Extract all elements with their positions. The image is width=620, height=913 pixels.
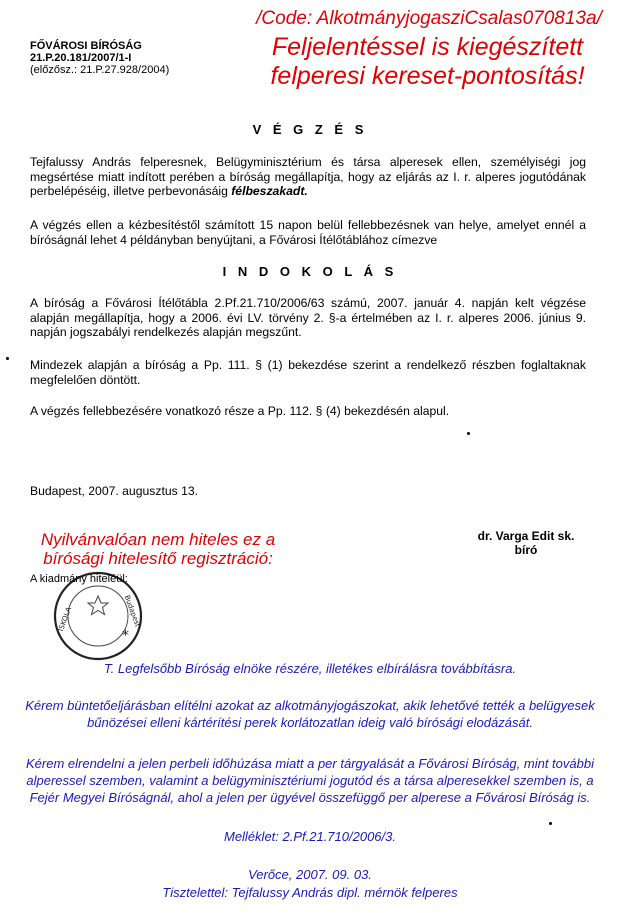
criminal-request-line-1: Kérem büntetőeljárásban elítélni azokat az alkotmányjogászokat, akik lehetővé tették a belügyesek bbox=[25, 698, 595, 713]
seal-annotation-line-2: bírósági hitelesítő regisztráció: bbox=[43, 549, 273, 568]
forwarding-request: T. Legfelsőbb Bíróság elnöke részére, illetékes elbírálásra továbbításra. bbox=[103, 661, 517, 676]
previous-case-number: (előzősz.: 21.P.27.928/2004) bbox=[30, 64, 170, 76]
scan-speck bbox=[6, 357, 9, 360]
ruling-title: V É G Z É S bbox=[252, 122, 368, 137]
seal-annotation-line-1: Nyilvánvalóan nem hiteles ez a bbox=[40, 530, 276, 549]
court-name: FŐVÁROSI BÍRÓSÁG bbox=[30, 40, 142, 52]
ruling-interrupted-word: félbeszakadt. bbox=[231, 184, 308, 198]
trial-request bbox=[10, 755, 610, 806]
case-number: 21.P.20.181/2007/1-I bbox=[30, 52, 132, 64]
ruling-paragraph-1 bbox=[30, 155, 586, 199]
note-closing: Tisztelettel: Tejfalussy András dipl. mérnök felperes bbox=[162, 885, 458, 900]
annotation-title bbox=[235, 33, 620, 91]
annotation-code: /Code: AlkotmányjogasziCsalas070813a/ bbox=[256, 8, 602, 29]
court-header bbox=[30, 40, 169, 76]
reasoning-paragraph-2: Mindezek alapján a bíróság a Pp. 111. § (1) bekezdése szerint a rendelkező részben foglaltaknak megfelelően döntött. bbox=[30, 358, 586, 387]
reasoning-paragraph-3: A végzés fellebbezésére vonatkozó része a Pp. 112. § (4) bekezdésén alapul. bbox=[30, 404, 450, 418]
trial-request-line-3: Fejér Megyei Bíróságnál, ahol a jelen per ügyével összefüggő per alperese a Fővárosi Bíróság is. bbox=[29, 790, 591, 805]
annotation-line-1: Feljelentéssel is kiegészített bbox=[271, 33, 584, 61]
signature-block bbox=[456, 529, 596, 557]
criminal-request-line-2: bűnözései elleni kártérítési perek korlátozatlan ideig való bírósági elodázását. bbox=[87, 715, 533, 730]
ruling-paragraph-1-text: Tejfalussy András felperesnek, Belügyminisztérium és társa alperesek ellen, személyiségi jog megsértése miatt indított perében a bíróság megállapítja, hogy az eljárás az I. r. alperes jogutódának perbelépéséig, illetve perbevonásáig bbox=[30, 155, 586, 198]
judge-name: dr. Varga Edit sk. bbox=[477, 529, 575, 543]
ruling-paragraph-2: A végzés ellen a kézbesítéstől számított 15 napon belül fellebbezésnek van helye, amelyet ennél a bíróságnál lehet 4 példányban benyújtani, a Fővárosi Ítélőtáblához címezve bbox=[30, 218, 586, 247]
reasoning-paragraph-1: A bíróság a Fővárosi Ítélőtábla 2.Pf.21.710/2006/63 számú, 2007. január 4. napján kelt végzése alapján megállapítja, hogy a 2006. évi LV. törvény 2. §-a értelmében az I. r. alperes 2006. június 9. napján jogszabályi rendelkezés alapján megszűnt. bbox=[30, 296, 586, 339]
criminal-proceedings-request bbox=[10, 697, 610, 731]
annotation-line-2: felperesi kereset-pontosítás! bbox=[270, 62, 585, 90]
trial-request-line-2: alperessel szemben, valamint a belügyminisztériumi jogutód és a társa alperesekkel szemben is, a bbox=[26, 773, 594, 788]
note-date: Verőce, 2007. 09. 03. bbox=[248, 867, 372, 882]
svg-text:ISKOLA: ISKOLA bbox=[56, 606, 74, 633]
seal-text: Budapest bbox=[122, 594, 142, 629]
scan-speck bbox=[549, 822, 552, 825]
attachment-line: Melléklet: 2.Pf.21.710/2006/3. bbox=[223, 829, 396, 844]
judge-role: bíró bbox=[514, 543, 538, 557]
svg-text:*: * bbox=[122, 628, 129, 644]
scan-speck bbox=[467, 432, 470, 435]
seal-annotation bbox=[8, 530, 308, 568]
copy-authentication-label: A kiadmány hiteléül: bbox=[30, 573, 128, 585]
trial-request-line-1: Kérem elrendelni a jelen perbeli időhúzása miatt a per tárgyalását a Fővárosi Bíróság, mint további bbox=[26, 756, 594, 771]
reasoning-title: I N D O K O L Á S bbox=[222, 264, 398, 279]
place-and-date: Budapest, 2007. augusztus 13. bbox=[30, 484, 199, 498]
